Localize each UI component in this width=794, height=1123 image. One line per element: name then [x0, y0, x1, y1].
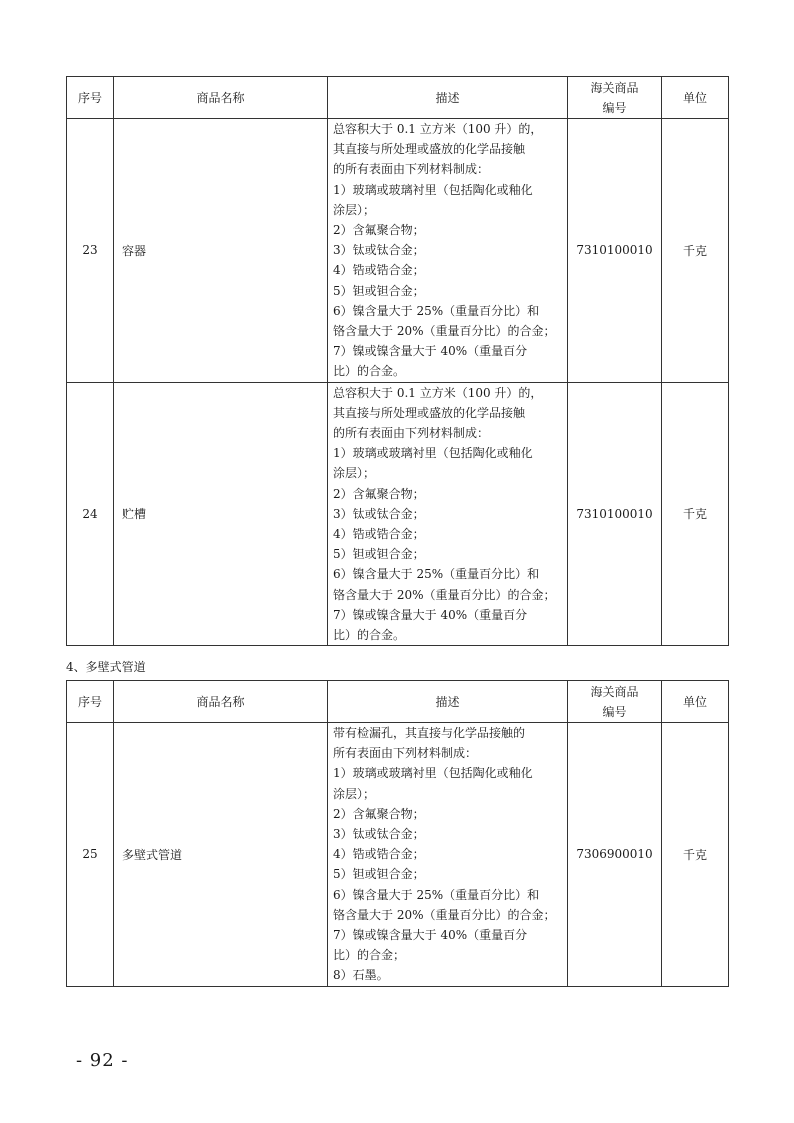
page-number: - 92 - — [76, 1050, 129, 1071]
header-hs-line1: 海关商品 — [590, 684, 639, 699]
description-line: 1）玻璃或玻璃衬里（包括陶化或釉化 — [333, 182, 533, 197]
description-line: 4）锆或锆合金； — [333, 527, 425, 542]
header-unit: 单位 — [662, 77, 729, 119]
row-hs-code: 7310100010 — [568, 382, 662, 646]
row-seq: 25 — [67, 723, 114, 987]
table-row — [67, 382, 729, 646]
description-line: 4）锆或锆合金； — [333, 847, 425, 862]
row-unit: 千克 — [662, 119, 729, 383]
header-seq: 序号 — [67, 77, 114, 119]
row-description — [328, 723, 568, 987]
description-line: 3）钛或钛合金； — [333, 243, 425, 258]
description-line: 的所有表面由下列材料制成： — [333, 162, 490, 177]
description-line: 涂层）； — [333, 202, 376, 217]
description-line: 5）钽或钽合金； — [333, 283, 425, 298]
header-hs-line2: 编号 — [602, 704, 627, 719]
description-line: 总容积大于 0.1 立方米（100 升）的， — [333, 122, 543, 136]
description-line: 5）钽或钽合金； — [333, 867, 425, 882]
description-line: 铬含量大于 20%（重量百分比）的合金； — [333, 907, 556, 922]
row-name: 多壁式管道 — [114, 723, 328, 987]
description-line: 8）石墨。 — [333, 968, 389, 983]
row-seq: 24 — [67, 382, 114, 646]
description-line: 铬含量大于 20%（重量百分比）的合金； — [333, 324, 556, 339]
table-header-row — [67, 77, 729, 119]
description-line: 6）镍含量大于 25%（重量百分比）和 — [333, 887, 540, 902]
section-heading: 4、多壁式管道 — [66, 660, 146, 674]
row-unit: 千克 — [662, 382, 729, 646]
description-line: 6）镍含量大于 25%（重量百分比）和 — [333, 567, 540, 582]
description-line: 其直接与所处理或盛放的化学品接触 — [333, 142, 526, 157]
row-name: 贮槽 — [114, 382, 328, 646]
description-line: 6）镍含量大于 25%（重量百分比）和 — [333, 303, 540, 318]
description-line: 7）镍或镍含量大于 40%（重量百分 — [333, 607, 528, 622]
description-line: 7）镍或镍含量大于 40%（重量百分 — [333, 344, 528, 359]
description-line: 其直接与所处理或盛放的化学品接触 — [333, 405, 526, 420]
table-row — [67, 119, 729, 383]
row-name: 容器 — [114, 119, 328, 383]
header-hs-line1: 海关商品 — [590, 80, 639, 95]
header-seq: 序号 — [67, 681, 114, 723]
header-desc: 描述 — [328, 77, 568, 119]
description-line: 涂层）； — [333, 466, 376, 481]
description-line: 3）钛或钛合金； — [333, 827, 425, 842]
description-line: 铬含量大于 20%（重量百分比）的合金； — [333, 587, 556, 602]
table-row — [67, 723, 729, 987]
description-line: 比）的合金。 — [333, 364, 406, 379]
row-description — [328, 382, 568, 646]
description-line: 2）含氟聚合物； — [333, 486, 425, 501]
description-line: 总容积大于 0.1 立方米（100 升）的， — [333, 385, 543, 400]
description-line: 比）的合金。 — [333, 628, 406, 643]
description-line: 1）玻璃或玻璃衬里（包括陶化或釉化 — [333, 766, 533, 781]
description-line: 5）钽或钽合金； — [333, 547, 425, 562]
description-line: 带有检漏孔，其直接与化学品接触的 — [333, 726, 526, 740]
goods-table-2 — [66, 680, 729, 987]
header-name: 商品名称 — [114, 77, 328, 119]
header-name: 商品名称 — [114, 681, 328, 723]
header-hs-code — [568, 681, 662, 723]
description-line: 2）含氟聚合物； — [333, 223, 425, 238]
table-header-row — [67, 681, 729, 723]
goods-table-1 — [66, 76, 729, 646]
header-unit: 单位 — [662, 681, 729, 723]
description-line: 所有表面由下列材料制成： — [333, 746, 478, 761]
row-seq: 23 — [67, 119, 114, 383]
description-line: 涂层）； — [333, 786, 376, 801]
row-description — [328, 119, 568, 383]
header-hs-line2: 编号 — [602, 100, 627, 115]
header-hs-code — [568, 77, 662, 119]
description-line: 2）含氟聚合物； — [333, 806, 425, 821]
description-line: 7）镍或镍含量大于 40%（重量百分 — [333, 928, 528, 943]
description-line: 3）钛或钛合金； — [333, 506, 425, 521]
header-desc: 描述 — [328, 681, 568, 723]
description-line: 4）锆或锆合金； — [333, 263, 425, 278]
row-hs-code: 7310100010 — [568, 119, 662, 383]
row-hs-code: 7306900010 — [568, 723, 662, 987]
description-line: 的所有表面由下列材料制成： — [333, 426, 490, 441]
description-line: 比）的合金； — [333, 948, 406, 963]
row-unit: 千克 — [662, 723, 729, 987]
description-line: 1）玻璃或玻璃衬里（包括陶化或釉化 — [333, 446, 533, 461]
